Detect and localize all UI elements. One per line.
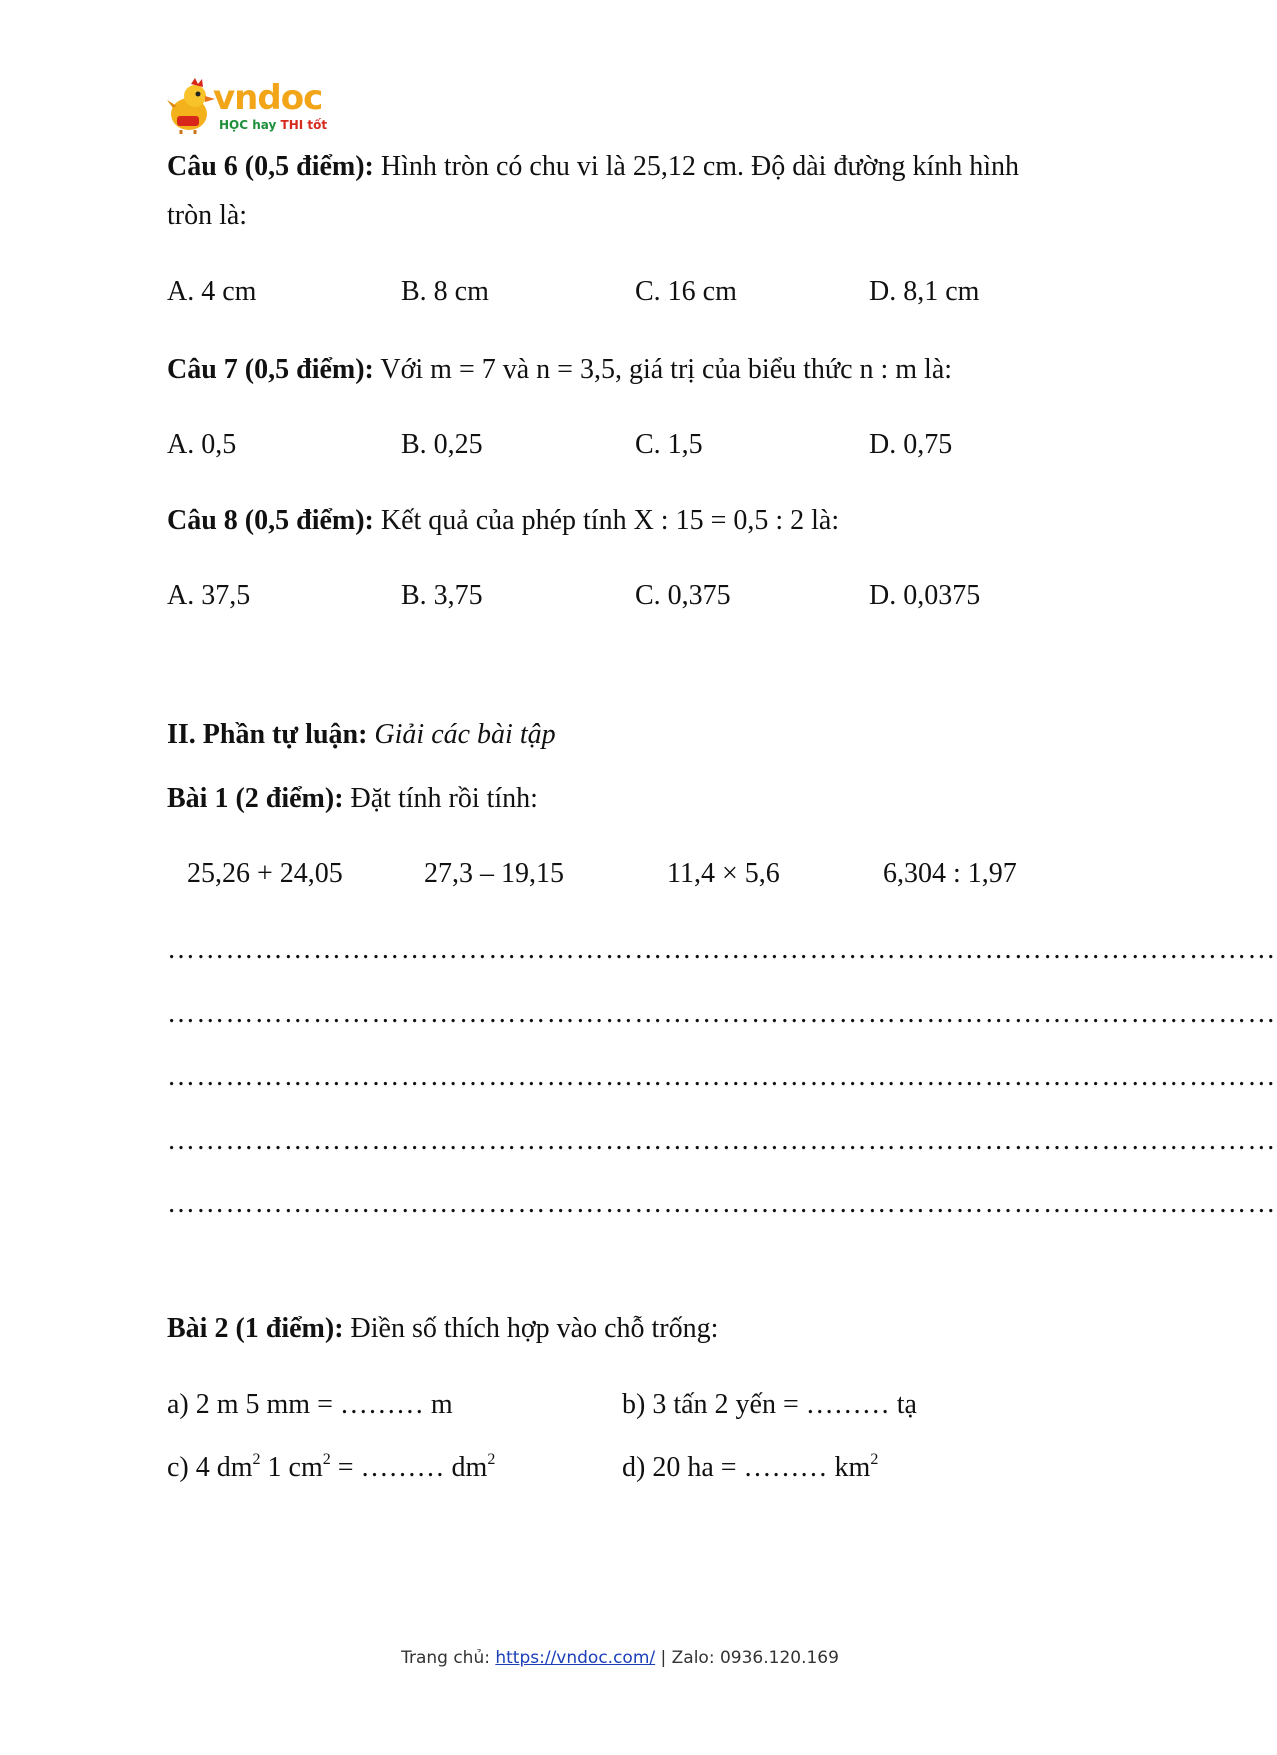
logo-wordmark: vndoc (213, 78, 323, 118)
q7-option-c: C. 1,5 (635, 429, 703, 460)
exercise-2-label: Bài 2 (1 điểm): (167, 1313, 344, 1344)
exercise-2-item-d: d) 20 ha = ……… $km^2$ (622, 1450, 879, 1483)
exercise-1-expr-4: 6,304 : 1,97 (883, 858, 1017, 889)
footer-prefix: Trang chủ: (401, 1648, 496, 1668)
question-6 (167, 149, 1019, 185)
answer-dotted-line-5: …………………………………………………………………………………………………… (167, 1188, 1277, 1219)
chicken-mascot-icon (165, 78, 217, 134)
page-footer (0, 1648, 1240, 1668)
exercise-1 (167, 781, 538, 817)
part-2-text: Giải các bài tập (367, 719, 556, 750)
question-6-text: Hình tròn có chu vi là 25,12 cm. Độ dài đường kính hình (373, 151, 1019, 182)
question-7-text: Với m = 7 và n = 3,5, giá trị của biểu thức n : m là: (373, 354, 953, 385)
q7-option-d: D. 0,75 (869, 429, 953, 460)
footer-suffix: | Zalo: 0936.120.169 (655, 1648, 839, 1668)
exercise-2 (167, 1311, 718, 1347)
q7-option-b: B. 0,25 (401, 429, 483, 460)
q8-option-a: A. 37,5 (167, 580, 251, 611)
answer-dotted-line-3: …………………………………………………………………………………………………… (167, 1061, 1277, 1092)
question-6-text-cont: tròn là: (167, 200, 248, 231)
q8-option-c: C. 0,375 (635, 580, 731, 611)
footer-homepage-link[interactable]: https://vndoc.com/ (495, 1648, 656, 1668)
exercise-2-item-a: a) 2 m 5 mm = ……… m (167, 1389, 453, 1420)
exercise-2-item-b: b) 3 tấn 2 yến = ……… tạ (622, 1389, 917, 1420)
exercise-2-item-c: c) 4 $dm^2$ 1 $cm^2$ = ……… $dm^2$ (167, 1450, 496, 1483)
question-7-label: Câu 7 (0,5 điểm): (167, 354, 374, 385)
exercise-1-expr-3: 11,4 × 5,6 (667, 858, 780, 889)
exercise-1-text: Đặt tính rồi tính: (343, 783, 538, 814)
part-2-heading (167, 717, 556, 753)
q6-option-c: C. 16 cm (635, 276, 737, 307)
q6-option-b: B. 8 cm (401, 276, 489, 307)
answer-dotted-line-2: …………………………………………………………………………………………………… (167, 998, 1277, 1029)
question-6-label: Câu 6 (0,5 điểm): (167, 151, 374, 182)
exercise-1-expr-1: 25,26 + 24,05 (187, 858, 343, 889)
exercise-1-label: Bài 1 (2 điểm): (167, 783, 344, 814)
q7-option-a: A. 0,5 (167, 429, 237, 460)
q6-option-d: D. 8,1 cm (869, 276, 980, 307)
q8-option-d: D. 0,0375 (869, 580, 981, 611)
question-8-text: Kết quả của phép tính X : 15 = 0,5 : 2 là: (373, 505, 840, 536)
vndoc-logo[interactable] (165, 78, 328, 138)
question-8-label: Câu 8 (0,5 điểm): (167, 505, 374, 536)
exercise-2-text: Điền số thích hợp vào chỗ trống: (343, 1313, 719, 1344)
q6-option-a: A. 4 cm (167, 276, 257, 307)
question-8 (167, 503, 839, 539)
answer-dotted-line-1: …………………………………………………………………………………………………… (167, 934, 1277, 965)
exercise-1-expr-2: 27,3 – 19,15 (424, 858, 564, 889)
q8-option-b: B. 3,75 (401, 580, 483, 611)
answer-dotted-line-4: …………………………………………………………………………………………………… (167, 1125, 1277, 1156)
question-7 (167, 352, 952, 388)
part-2-label: II. Phần tự luận: (167, 719, 368, 750)
logo-tagline: HỌC hay THI tốt (219, 118, 328, 132)
